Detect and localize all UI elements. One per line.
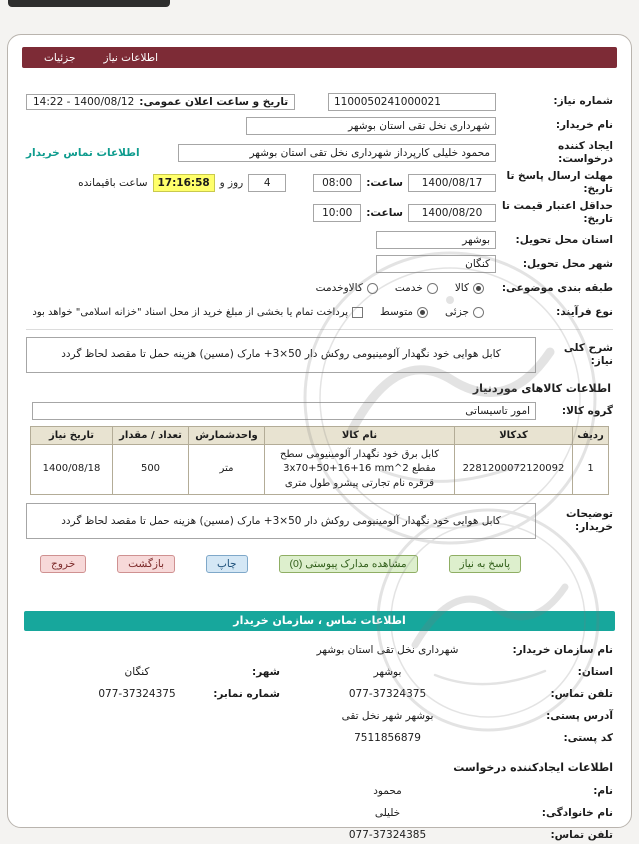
treasury-note-label: پرداخت تمام یا بخشی از مبلغ خرید از محل اسناد "خزانه اسلامی" خواهد بود [32, 306, 349, 318]
radio-option-service-label: خدمت [394, 282, 423, 295]
creator-name-row [26, 782, 613, 800]
remaining-label: ساعت باقیمانده [78, 176, 148, 189]
contact-province-row [26, 663, 613, 681]
deadline-label: مهلت ارسال پاسخ تا تاریخ: [506, 170, 613, 195]
contact-province-label: استان: [577, 666, 613, 679]
radio-selected-icon [473, 283, 484, 294]
radio-icon [367, 283, 378, 294]
goods-group-field[interactable]: امور تاسیساتی [32, 402, 536, 420]
contact-address-label: آدرس پستی: [546, 710, 613, 723]
delivery-city-row [26, 255, 613, 274]
radio-option-service[interactable] [395, 282, 438, 294]
radio-option-minor[interactable] [445, 306, 484, 318]
radio-option-goods-label: کالا [454, 282, 469, 295]
validity-time-field[interactable]: 10:00 [313, 204, 361, 222]
radio-option-goods-service-label: کالاوخدمت [315, 282, 363, 295]
contact-section-bar: اطلاعات تماس ، سازمان خریدار [24, 611, 615, 631]
contact-fax-value: 077-37324375 [98, 688, 176, 701]
buyer-contact-button[interactable]: اطلاعات تماس خریدار [26, 146, 140, 159]
cell-row-number: 1 [573, 444, 609, 495]
section-divider [26, 329, 613, 330]
back-button[interactable]: بازگشت [117, 555, 175, 573]
category-label: طبقه بندی موضوعی: [501, 281, 613, 294]
org-name-value: شهرداری نخل تقی استان بوشهر [316, 644, 459, 657]
col-header-row-number: ردیف [573, 426, 609, 444]
contact-address-row [26, 707, 613, 725]
delivery-province-label: استان محل تحویل: [515, 233, 613, 246]
need-form [18, 92, 621, 322]
goods-table [30, 426, 609, 496]
remaining-days-field: 4 [248, 174, 286, 192]
buyer-name-field[interactable]: شهرداری نخل تقی استان بوشهر [246, 117, 496, 135]
creator-label: ایجاد کننده درخواست: [557, 140, 613, 165]
validity-label: حداقل اعتبار قیمت تا تاریخ: [502, 200, 613, 225]
radio-selected-icon [417, 307, 428, 318]
org-name-label: نام سازمان خریدار: [512, 644, 613, 657]
top-edge-artifact [8, 0, 170, 7]
buyer-name-row [26, 116, 613, 135]
radio-option-minor-label: جزئی [445, 306, 469, 319]
cell-need-date: 1400/08/18 [31, 444, 113, 495]
delivery-province-row [26, 231, 613, 250]
creator-name-label: نام: [593, 785, 613, 798]
contact-phone-row [26, 685, 613, 703]
exit-button[interactable]: خروج [40, 555, 86, 573]
need-number-label: شماره نیاز: [553, 95, 613, 108]
cell-quantity: 500 [113, 444, 189, 495]
validity-row [26, 200, 613, 225]
process-type-row [26, 303, 613, 322]
contact-org-row [26, 641, 613, 659]
treasury-checkbox-option[interactable] [32, 307, 363, 318]
need-summary-label: شرح کلی نیاز: [563, 341, 613, 367]
radio-icon [427, 283, 438, 294]
creator-phone-label: تلفن تماس: [550, 829, 613, 842]
announce-datetime-box [26, 94, 295, 110]
process-type-label: نوع فرآیند: [556, 305, 613, 318]
buyer-name-label: نام خریدار: [555, 119, 613, 132]
contact-postal-value: 7511856879 [354, 732, 421, 745]
validity-hour-label: ساعت: [366, 206, 403, 219]
contact-province-value: بوشهر [373, 666, 402, 679]
attachments-button[interactable]: مشاهده مدارک پیوستی (0) [279, 555, 418, 573]
creator-phone-value: 077-37324385 [348, 829, 427, 842]
creator-family-label: نام خانوادگی: [541, 807, 613, 820]
col-header-item-code: کدکالا [455, 426, 573, 444]
creator-phone-row [26, 826, 613, 844]
print-button[interactable]: چاپ [206, 555, 248, 573]
contact-postal-row [26, 729, 613, 747]
creator-info-title: اطلاعات ایجادکننده درخواست [453, 761, 613, 775]
col-header-need-date: تاریخ نیاز [31, 426, 113, 444]
contact-city-label: شهر: [252, 666, 280, 679]
buyer-note-row [26, 503, 613, 539]
buyer-note-label: توضیحات خریدار: [565, 508, 613, 534]
remaining-time-field: 17:16:58 [153, 174, 215, 192]
delivery-city-label: شهر محل تحویل: [522, 257, 613, 270]
delivery-city-field[interactable]: کنگان [376, 255, 496, 273]
need-number-row [26, 92, 613, 111]
goods-section-title: اطلاعات کالاهای موردنیاز [472, 381, 611, 395]
category-row [26, 279, 613, 298]
delivery-province-field[interactable]: بوشهر [376, 231, 496, 249]
need-number-field[interactable]: 1100050241000021 [328, 93, 496, 111]
creator-row [26, 140, 613, 165]
radio-option-medium-label: متوسط [380, 306, 414, 319]
contact-postal-label: کد پستی: [563, 732, 613, 745]
cell-item-name: کابل برق خود نگهدار آلومینیومی سطح مقطع 3x70+50+16+16 mm^2 قرقره نام تجارتی پیشرو طول متری [265, 444, 455, 495]
radio-icon [473, 307, 484, 318]
tab-details[interactable]: جزئیات [44, 51, 76, 64]
announce-value: 1400/08/12 - 14:22 [33, 95, 135, 108]
contact-address-value: بوشهر شهر نخل تقی [341, 710, 434, 723]
respond-button[interactable]: پاسخ به نیاز [449, 555, 521, 573]
radio-option-goods-service[interactable] [316, 282, 378, 294]
radio-option-medium[interactable] [380, 306, 428, 318]
goods-table-header-row [31, 426, 609, 444]
col-header-quantity: تعداد / مقدار [113, 426, 189, 444]
announce-label: تاریخ و ساعت اعلان عمومی: [139, 95, 289, 108]
tab-need-info[interactable]: اطلاعات نیاز [103, 51, 159, 64]
creator-family-value: خلیلی [374, 807, 401, 820]
need-summary-box: کابل هوایی خود نگهدار آلومینیومی روکش دار 50×3+ مارک (مسین) هزینه حمل تا مقصد لحاظ گردد [26, 337, 536, 373]
col-header-item-name: نام کالا [265, 426, 455, 444]
cell-item-code: 2281200072120092 [455, 444, 573, 495]
col-header-unit: واحدشمارش [189, 426, 265, 444]
radio-option-goods[interactable] [455, 282, 484, 294]
action-buttons [40, 555, 521, 573]
goods-group-label: گروه کالا: [561, 404, 613, 417]
deadline-hour-label: ساعت: [366, 176, 403, 189]
buyer-note-box: کابل هوایی خود نگهدار آلومینیومی روکش دار 50×3+ مارک (مسین) هزینه حمل تا مقصد لحاظ گردد [26, 503, 536, 539]
days-unit-label: روز و [219, 176, 244, 189]
creator-family-row [26, 804, 613, 822]
contact-city-value: کنگان [124, 666, 150, 679]
deadline-time-field[interactable]: 08:00 [313, 174, 361, 192]
header-bar [22, 47, 617, 68]
main-card [7, 34, 632, 842]
deadline-row [26, 170, 613, 195]
contact-fax-label: شماره نمابر: [213, 688, 280, 701]
checkbox-icon [352, 307, 363, 318]
deadline-date-field[interactable]: 1400/08/17 [408, 174, 496, 192]
contact-phone-value: 077-37324375 [348, 688, 427, 701]
contact-phone-label: تلفن تماس: [550, 688, 613, 701]
need-summary-row [26, 337, 613, 373]
goods-group-row [26, 402, 613, 421]
creator-field[interactable]: محمود خلیلی کارپرداز شهرداری نخل تقی استان بوشهر [178, 144, 496, 162]
cell-unit: متر [189, 444, 265, 495]
validity-date-field[interactable]: 1400/08/20 [408, 204, 496, 222]
table-row [31, 444, 609, 495]
creator-name-value: محمود [373, 785, 402, 798]
